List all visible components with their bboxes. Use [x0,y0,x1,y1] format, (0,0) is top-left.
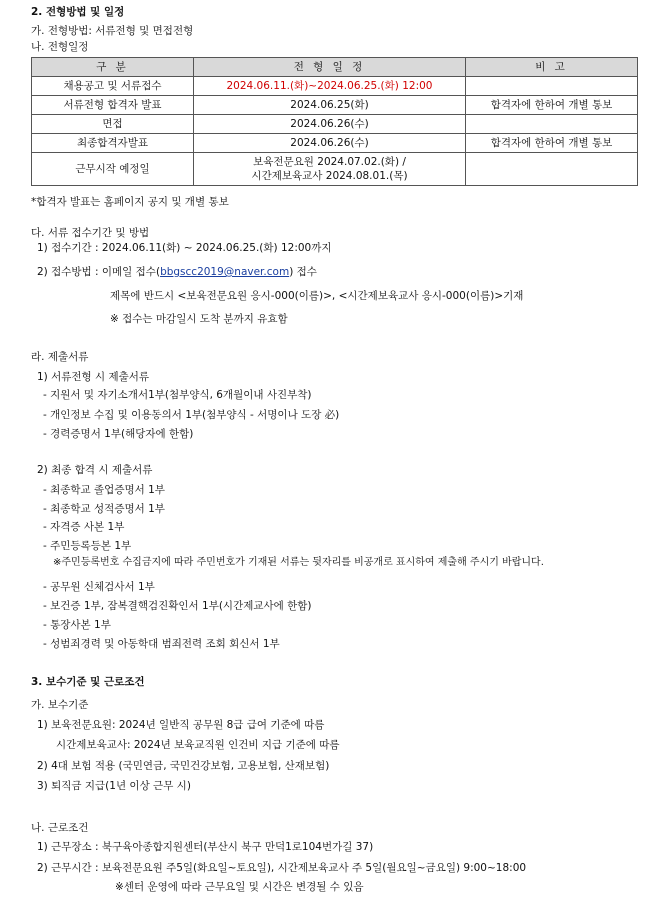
stage1-title: 1) 서류전형 시 제출서류 [37,371,150,383]
table-row [32,153,638,186]
pay-line1: 1) 보육전문요원: 2024년 일반직 공무원 8급 급여 기준에 따름 [37,719,325,731]
list-item: - 성범죄경력 및 아동학대 범죄전력 조회 회신서 1부 [43,638,280,650]
list-item: - 지원서 및 자기소개서1부(첨부양식, 6개월이내 사진부착) [43,389,312,401]
documents-title: 라. 제출서류 [31,351,89,363]
table-row [32,115,638,134]
schedule-table [31,57,638,186]
list-item: - 개인정보 수집 및 이용동의서 1부(첨부양식 - 서명이나 도장 必) [43,409,340,421]
header-date: 전 형 일 정 [194,58,466,77]
schedule-title: 나. 전형일정 [31,41,89,53]
resident-number-note: ※주민등록번호 수집금지에 따라 주민번호가 기재된 서류는 뒷자리를 비공개로 표시하여 제출해 주시기 바랍니다. [53,557,544,568]
table-row [32,96,638,115]
row-date: 2024.06.25(화) [194,96,466,115]
list-item: - 자격증 사본 1부 [43,521,125,533]
pay-title: 가. 보수기준 [31,699,89,711]
work-place: 1) 근무장소 : 북구육아종합지원센터(부산시 북구 만덕1로104번가길 37) [37,841,374,853]
conditions-title: 나. 근로조건 [31,822,89,834]
row-note [466,77,638,96]
row-category: 최종합격자발표 [32,134,194,153]
section-2-heading: 2. 전형방법 및 일정 [31,6,125,18]
pay-line2: 2) 4대 보험 적용 (국민연금, 국민건강보험, 고용보험, 산재보험) [37,760,330,772]
method-prefix: 2) 접수방법 : 이메일 접수( [37,266,161,278]
row-date: 2024.06.11.(화)~2024.06.25.(화) 12:00 [194,77,466,96]
row-note: 합격자에 한하여 개별 통보 [466,134,638,153]
list-item: - 주민등록등본 1부 [43,540,132,552]
application-method [37,265,317,279]
row-note [466,115,638,134]
work-hours-note: ※센터 운영에 따라 근무요일 및 시간은 변경될 수 있음 [115,881,364,893]
row-note: 합격자에 한하여 개별 통보 [466,96,638,115]
section-3-heading: 3. 보수기준 및 근로조건 [31,676,145,688]
work-hours: 2) 근무시간 : 보육전문요원 주5일(화요일~토요일), 시간제보육교사 주 5일(월요일~금요일) 9:00~18:00 [37,862,527,874]
list-item: - 최종학교 성적증명서 1부 [43,503,165,515]
list-item: - 통장사본 1부 [43,619,111,631]
stage2-title: 2) 최종 합격 시 제출서류 [37,464,153,476]
row-date [194,153,466,186]
list-item: - 공무원 신체검사서 1부 [43,581,155,593]
row-category: 면접 [32,115,194,134]
row-category: 근무시작 예정일 [32,153,194,186]
pay-line3: 3) 퇴직금 지급(1년 이상 근무 시) [37,780,191,792]
row-date: 2024.06.26(수) [194,134,466,153]
table-row [32,77,638,96]
list-item: - 경력증명서 1부(해당자에 한함) [43,428,194,440]
email-link[interactable]: bbgscc2019@naver.com [160,266,290,278]
header-note: 비 고 [466,58,638,77]
row-note [466,153,638,186]
deadline-note: ※ 접수는 마감일시 도착 분까지 유효함 [110,313,288,325]
table-header-row [32,58,638,77]
row-date: 2024.06.26(수) [194,115,466,134]
list-item: - 보건증 1부, 잠복결핵검진확인서 1부(시간제교사에 한함) [43,600,312,612]
row-date-line2: 시간제보육교사 2024.08.01.(목) [251,170,408,182]
table-note: *합격자 발표는 홈페이지 공지 및 개별 통보 [31,196,229,208]
screening-method: 가. 전형방법: 서류전형 및 면접전형 [31,25,194,37]
row-category: 채용공고 및 서류접수 [32,77,194,96]
header-category: 구 분 [32,58,194,77]
method-suffix: ) 접수 [289,266,317,278]
row-date-line1: 보육전문요원 2024.07.02.(화) / [253,156,406,168]
row-category: 서류전형 합격자 발표 [32,96,194,115]
subject-rule: 제목에 반드시 <보육전문요원 응시-000(이름)>, <시간제보육교사 응시-000(이름)>기재 [110,290,524,302]
table-row [32,134,638,153]
pay-line1b: 시간제보육교사: 2024년 보육교직원 인건비 지급 기준에 따름 [56,739,340,751]
list-item: - 최종학교 졸업증명서 1부 [43,484,165,496]
application-title: 다. 서류 접수기간 및 방법 [31,227,150,239]
application-period: 1) 접수기간 : 2024.06.11(화) ~ 2024.06.25.(화) 12:00까지 [37,242,332,254]
